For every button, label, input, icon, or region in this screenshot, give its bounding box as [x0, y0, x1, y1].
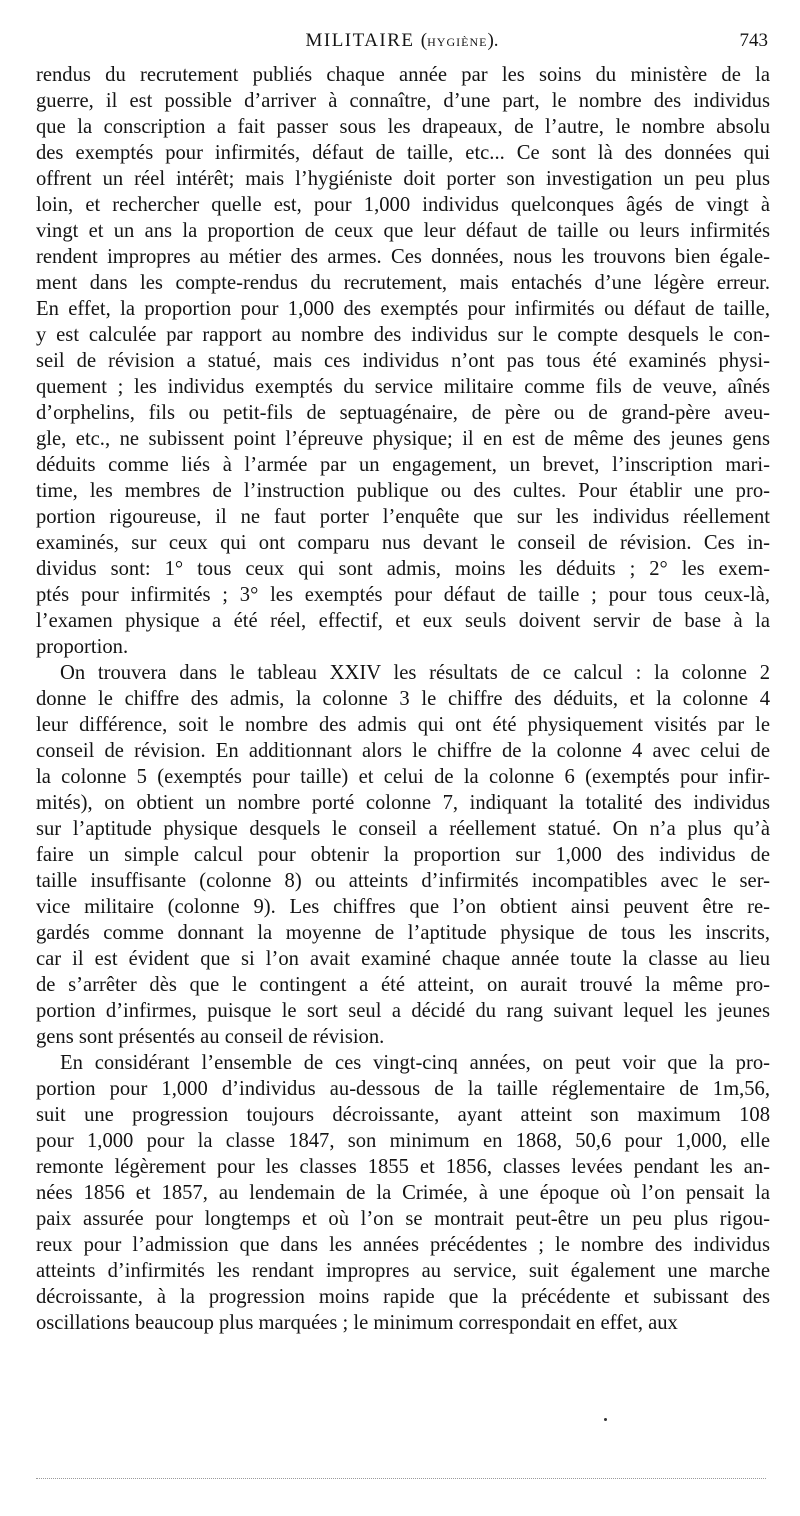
text-line: suit une progression toujours décroissante, ayant atteint son maximum 108: [36, 1104, 770, 1126]
text-line: paix assurée pour longtemps et où l’on se montrait peut-être un peu plus rigou-: [36, 1208, 770, 1230]
text-line: guerre, il est possible d’arriver à connaître, d’une part, le nombre des individus: [36, 90, 770, 112]
speck-mark: [604, 1418, 607, 1421]
text-line: de s’arrêter dès que le contingent a été atteint, on aurait trouvé la même pro-: [36, 974, 770, 996]
text-line: quement ; les individus exemptés du service militaire comme fils de veuve, aînés: [36, 376, 770, 398]
text-line: faire un simple calcul pour obtenir la proportion sur 1,000 des individus de: [36, 844, 770, 866]
text-line: donne le chiffre des admis, la colonne 3 le chiffre des déduits, et la colonne 4: [36, 688, 770, 710]
text-line: gle, etc., ne subissent point l’épreuve physique; il en est de même des jeunes gens: [36, 428, 770, 450]
paragraph: [36, 62, 770, 660]
header-title: MILITAIRE: [305, 30, 415, 51]
text-line: En considérant l’ensemble de ces vingt-cinq années, on peut voir que la pro-: [60, 1052, 770, 1074]
text-line: portion rigoureuse, il ne faut porter l’enquête que sur les individus réellement: [36, 506, 770, 528]
running-header: [36, 30, 768, 60]
text-line: l’examen physique a été réel, effectif, et eux seuls doivent servir de base à la: [36, 610, 770, 632]
text-line: d’orphelins, fils ou petit-fils de septuagénaire, de père ou de grand-père aveu-: [36, 402, 770, 424]
text-line: proportion.: [36, 636, 129, 658]
paragraph: [36, 1050, 770, 1336]
text-line: seil de révision a statué, mais ces individus n’ont pas tous été examinés physi-: [36, 350, 770, 372]
text-line: On trouvera dans le tableau XXIV les résultats de ce calcul : la colonne 2: [60, 662, 770, 684]
text-line: vice militaire (colonne 9). Les chiffres que l’on obtient ainsi peuvent être re-: [36, 896, 770, 918]
text-line: car il est évident que si l’on avait examiné chaque année toute la classe au lieu: [36, 948, 770, 970]
text-line: rendus du recrutement publiés chaque année par les soins du ministère de la: [36, 64, 770, 86]
text-line: taille insuffisante (colonne 8) ou atteints d’infirmités incompatibles avec le ser-: [36, 870, 770, 892]
text-line: loin, et rechercher quelle est, pour 1,000 individus quelconques âgés de vingt à: [36, 194, 770, 216]
text-line: time, les membres de l’instruction publique ou des cultes. Pour établir une pro-: [36, 480, 770, 502]
text-line: reux pour l’admission que dans les années précédentes ; le nombre des individus: [36, 1234, 770, 1256]
text-line: leur différence, soit le nombre des admis qui ont été physiquement visités par le: [36, 714, 770, 736]
text-line: déduits comme liés à l’armée par un engagement, un brevet, l’inscription mari-: [36, 454, 770, 476]
text-line: oscillations beaucoup plus marquées ; le minimum correspondait en effet, aux: [36, 1312, 678, 1334]
text-line: la colonne 5 (exemptés pour taille) et celui de la colonne 6 (exemptés pour infir-: [36, 766, 770, 788]
text-line: gardés comme donnant la moyenne de l’aptitude physique de tous les inscrits,: [36, 922, 770, 944]
text-line: mités), on obtient un nombre porté colonne 7, indiquant la totalité des individus: [36, 792, 770, 814]
body-text: [36, 62, 770, 1336]
text-line: décroissante, à la progression moins rapide que la précédente et subissant des: [36, 1286, 770, 1308]
text-line: remonte légèrement pour les classes 1855 et 1856, classes levées pendant les an-: [36, 1156, 770, 1178]
text-line: des exemptés pour infirmités, défaut de taille, etc... Ce sont là des données qui: [36, 142, 770, 164]
text-line: que la conscription a fait passer sous les drapeaux, de l’autre, le nombre absolu: [36, 116, 770, 138]
text-line: y est calculée par rapport au nombre des individus sur le compte desquels le con-: [36, 324, 770, 346]
text-line: nées 1856 et 1857, au lendemain de la Crimée, à une époque où l’on pensait la: [36, 1182, 770, 1204]
paragraph: [36, 660, 770, 1050]
text-line: atteints d’infirmités les rendant impropres au service, suit également une marche: [36, 1260, 770, 1282]
text-line: portion d’infirmes, puisque le sort seul a décidé du rang suivant lequel les jeunes: [36, 1000, 770, 1022]
text-line: sur l’aptitude physique desquels le conseil a réellement statué. On n’a plus qu’à: [36, 818, 770, 840]
text-line: offrent un réel intérêt; mais l’hygiéniste doit porter son investigation un peu plus: [36, 168, 770, 190]
text-line: conseil de révision. En additionnant alors le chiffre de la colonne 4 avec celui de: [36, 740, 770, 762]
header-subtitle: HYGIÈNE: [427, 35, 488, 49]
text-line: examinés, sur ceux qui ont comparu nus devant le conseil de révision. Ces in-: [36, 532, 770, 554]
text-line: ptés pour infirmités ; 3° les exemptés pour défaut de taille ; pour tous ceux-là,: [36, 584, 770, 606]
page-number: 743: [739, 30, 768, 51]
text-line: En effet, la proportion pour 1,000 des exemptés pour infirmités ou défaut de taille,: [36, 298, 770, 320]
text-line: pour 1,000 pour la classe 1847, son minimum en 1868, 50,6 pour 1,000, elle: [36, 1130, 770, 1152]
text-line: dividus sont: 1° tous ceux qui sont admis, moins les déduits ; 2° les exem-: [36, 558, 770, 580]
text-line: portion pour 1,000 d’individus au-dessous de la taille réglementaire de 1m,56,: [36, 1078, 770, 1100]
text-line: rendent impropres au métier des armes. Ces données, nous les trouvons bien égale-: [36, 246, 770, 268]
running-head-title: MILITAIRE (HYGIÈNE).: [305, 30, 499, 51]
text-line: ment dans les compte-rendus du recrutement, mais entachés d’une légère erreur.: [36, 272, 770, 294]
footer-rule: [36, 1478, 766, 1479]
text-line: gens sont présentés au conseil de révision.: [36, 1026, 385, 1048]
text-line: vingt et un ans la proportion de ceux que leur défaut de taille ou leurs infirmités: [36, 220, 770, 242]
